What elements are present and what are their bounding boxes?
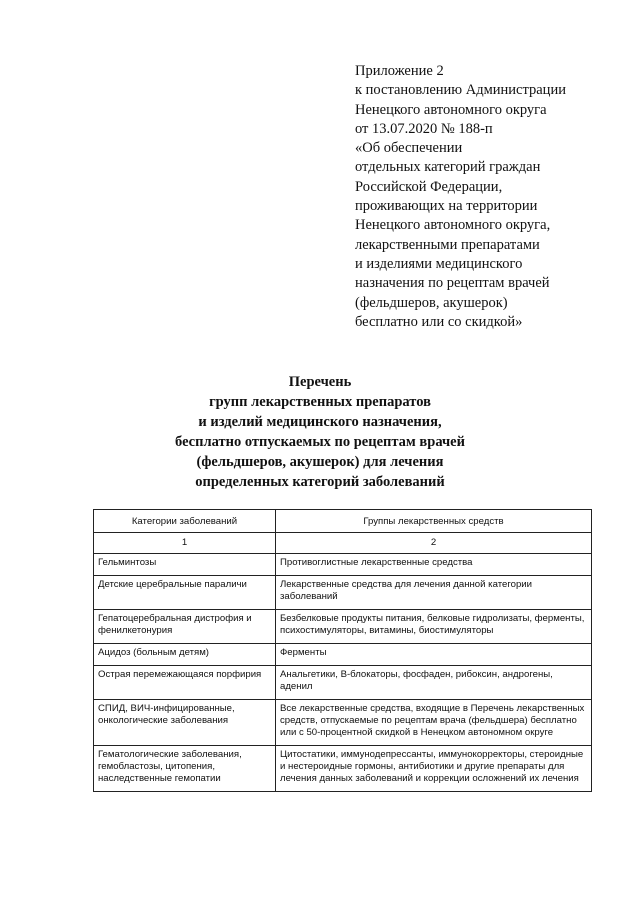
disease-category-cell: Ацидоз (больным детям) [94,644,276,666]
table-row [94,644,592,666]
table-header-row [94,510,592,533]
table-row [94,554,592,576]
disease-category-cell: Гельминтозы [94,554,276,576]
table-row [94,610,592,644]
drug-groups-cell: Противоглистные лекарственные средства [276,554,592,576]
drug-groups-cell: Цитостатики, иммунодепрессанты, иммунокорректоры, стероидные и нестероидные гормоны, антибиотики и другие препараты для лечения данных заболеваний и коррекции осложнений их лечения [276,746,592,792]
drug-groups-cell: Анальгетики, В-блокаторы, фосфаден, рибоксин, андрогены, аденил [276,666,592,700]
appendix-line: Ненецкого автономного округа, [355,217,551,234]
appendix-line: лекарственными препаратами [355,236,540,253]
appendix-line: проживающих на территории [355,198,538,215]
appendix-line: назначения по рецептам врачей [355,275,550,292]
disease-category-cell: СПИД, ВИЧ-инфицированные, онкологические заболевания [94,700,276,746]
title-line: групп лекарственных препаратов [209,394,431,410]
appendix-line: отдельных категорий граждан [355,159,541,176]
title-line: определенных категорий заболеваний [195,474,445,490]
document-title [90,372,550,492]
table-row [94,666,592,700]
disease-category-cell: Гематологические заболевания, гемобластозы, цитопения, наследственные гемопатии [94,746,276,792]
appendix-line: Приложение 2 [355,63,444,79]
appendix-line: от 13.07.2020 № 188-п [355,120,493,137]
appendix-line: Ненецкого автономного округа [355,101,547,118]
disease-category-cell: Острая перемежающаяся порфирия [94,666,276,700]
disease-category-cell: Детские церебральные параличи [94,576,276,610]
table-row [94,700,592,746]
table-row [94,576,592,610]
appendix-line: бесплатно или со скидкой» [355,313,523,330]
column-header-groups: Группы лекарственных средств [276,510,592,533]
disease-category-cell: Гепатоцеребральная дистрофия и фенилкетонурия [94,610,276,644]
appendix-block [355,62,625,332]
drug-groups-cell: Ферменты [276,644,592,666]
title-line: бесплатно отпускаемых по рецептам врачей [175,434,465,450]
disease-drug-table [93,509,592,792]
column-number-row [94,533,592,554]
appendix-line: «Об обеспечении [355,140,463,157]
appendix-line: (фельдшеров, акушерок) [355,294,508,311]
column-number: 2 [276,533,592,554]
title-line: Перечень [288,374,352,390]
appendix-line: Российской Федерации, [355,178,503,195]
title-line: и изделий медицинского назначения, [198,414,442,430]
drug-groups-cell: Безбелковые продукты питания, белковые гидролизаты, ферменты, психостимуляторы, витамины, биостимуляторы [276,610,592,644]
title-line: (фельдшеров, акушерок) для лечения [196,454,444,470]
drug-groups-cell: Лекарственные средства для лечения данной категории заболеваний [276,576,592,610]
appendix-line: к постановлению Администрации [355,82,566,99]
drug-groups-cell: Все лекарственные средства, входящие в Перечень лекарственных средств, отпускаемые по рецептам врача (фельдшера) бесплатно или с 50-процентной скидкой в Ненецком автономном округе [276,700,592,746]
column-number: 1 [94,533,276,554]
table-row [94,746,592,792]
column-header-categories: Категории заболеваний [94,510,276,533]
appendix-line: и изделиями медицинского [355,255,523,272]
